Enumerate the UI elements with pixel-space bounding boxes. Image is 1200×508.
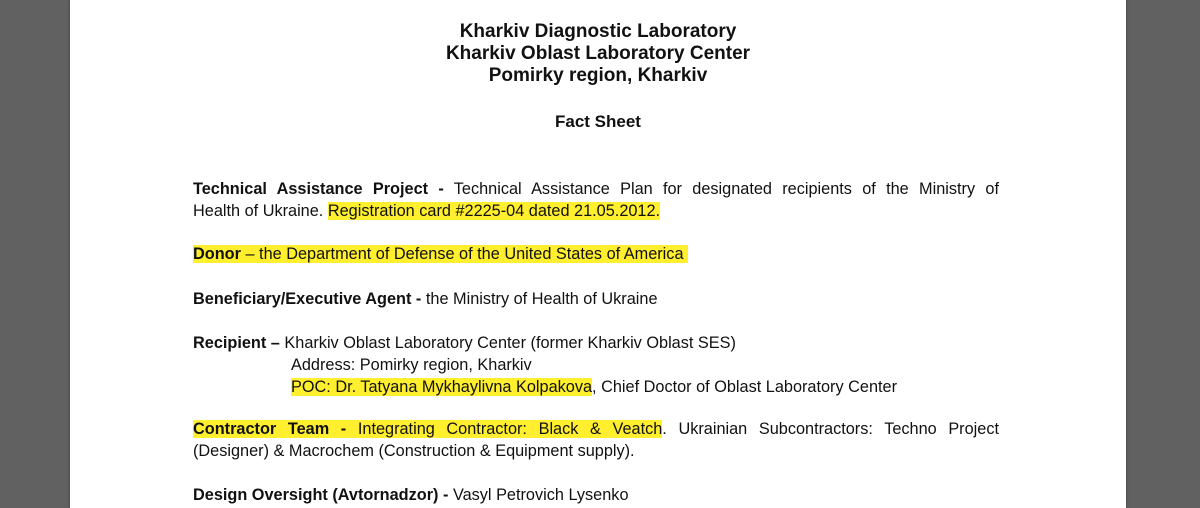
- recipient-paragraph: [193, 332, 999, 398]
- recipient-poc-role: , Chief Doctor of Oblast Laboratory Center: [592, 378, 898, 396]
- contractor-label: Contractor Team -: [193, 420, 347, 438]
- technical-assistance-text: Technical Assistance Plan for designated recipients of the Ministry of: [453, 180, 999, 198]
- recipient-text: Kharkiv Oblast Laboratory Center (former Kharkiv Oblast SES): [284, 334, 736, 352]
- document-page: [70, 0, 1126, 508]
- recipient-address: Address: Pomirky region, Kharkiv: [291, 356, 532, 374]
- contractor-paragraph: [193, 418, 999, 462]
- donor-label: Donor: [193, 245, 241, 263]
- integrating-contractor: Integrating Contractor: Black & Veatch: [357, 420, 663, 438]
- lab-name-heading: Kharkiv Diagnostic Laboratory: [459, 21, 737, 42]
- design-oversight-paragraph: [193, 484, 999, 506]
- design-oversight-label: Design Oversight (Avtornadzor) -: [193, 486, 449, 504]
- registration-card: Registration card #2225-04 dated 21.05.2012.: [327, 202, 661, 220]
- technical-assistance-label: Technical Assistance Project -: [193, 180, 444, 198]
- donor-paragraph: [193, 243, 999, 265]
- beneficiary-label: Beneficiary/Executive Agent -: [193, 290, 422, 308]
- technical-assistance-text-cont: Health of Ukraine.: [193, 202, 324, 220]
- contractor-text: . Ukrainian Subcontractors: Techno Project: [662, 420, 999, 438]
- center-name-heading: Kharkiv Oblast Laboratory Center: [445, 43, 751, 64]
- technical-assistance-paragraph: [193, 178, 999, 222]
- recipient-label: Recipient –: [193, 334, 280, 352]
- beneficiary-paragraph: [193, 288, 999, 310]
- fact-sheet-title: Fact Sheet: [555, 112, 641, 131]
- contractor-text-cont: (Designer) & Macrochem (Construction & Equipment supply).: [193, 442, 635, 460]
- donor-text: – the Department of Defense of the United States of America: [245, 245, 684, 263]
- location-heading: Pomirky region, Kharkiv: [488, 65, 708, 86]
- recipient-poc: POC: Dr. Tatyana Mykhaylivna Kolpakova: [291, 378, 593, 396]
- design-oversight-text: Vasyl Petrovich Lysenko: [452, 486, 629, 504]
- beneficiary-text: the Ministry of Health of Ukraine: [425, 290, 658, 308]
